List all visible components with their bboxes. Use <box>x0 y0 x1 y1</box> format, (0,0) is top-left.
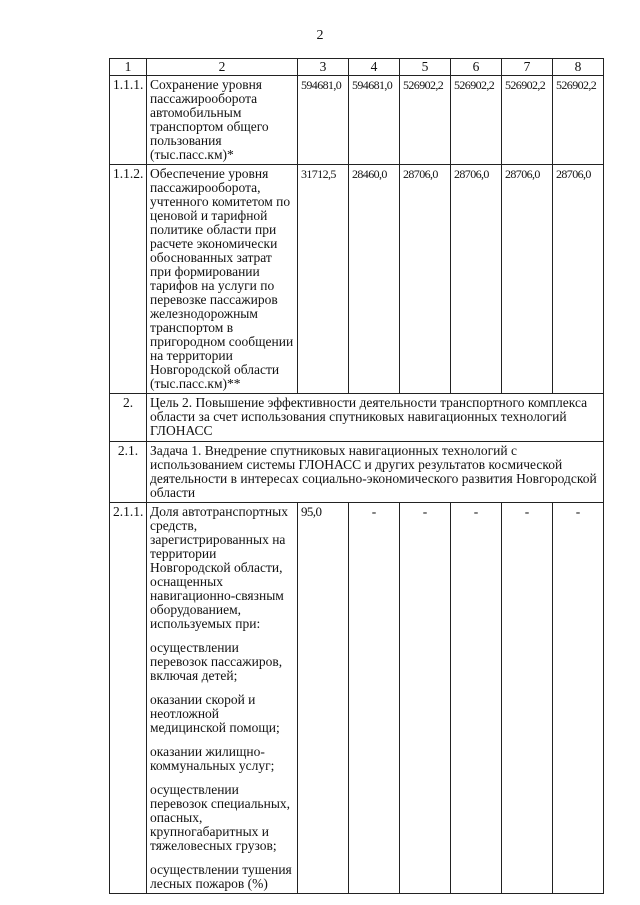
value-cell: 526902,2 <box>400 76 451 165</box>
value-cell: 594681,0 <box>349 76 400 165</box>
header-cell: 7 <box>502 59 553 76</box>
indicator-item: осуществлении перевозок пассажиров, включая детей; <box>150 640 283 683</box>
header-cell: 6 <box>451 59 502 76</box>
row-number: 1.1.1. <box>110 76 147 165</box>
task-row <box>110 442 604 503</box>
goal-text: Цель 2. Повышение эффективности деятельности транспортного комплекса области за счет использования спутниковых навигационных технологий ГЛОНАСС <box>147 394 604 442</box>
indicator-intro: Доля автотранспортных средств, зарегистрированных на территории Новгородской области, оснащенных навигационно-связным оборудованием, используемых при: <box>150 504 288 631</box>
indicator-name: Обеспечение уровня пассажирооборота, учтенного комитетом по ценовой и тарифной политике области при расчете экономически обоснованных затрат при формировании тарифов на услуги по перевозке пассажиров железнодорожным транспортом в пригородном сообщении на территории Новгородской области (тыс.пасс.км)** <box>147 165 298 394</box>
indicators-table <box>109 58 604 894</box>
row-number: 2.1. <box>110 442 147 503</box>
value-cell: - <box>502 503 553 894</box>
value-cell: - <box>553 503 604 894</box>
page-number: 2 <box>316 28 324 43</box>
value-cell: 28706,0 <box>502 165 553 394</box>
table-row <box>110 165 604 394</box>
value-cell: - <box>451 503 502 894</box>
value-cell: 95,0 <box>298 503 349 894</box>
value-cell: - <box>349 503 400 894</box>
task-text: Задача 1. Внедрение спутниковых навигационных технологий с использованием системы ГЛОНАСС и других результатов космической деятельности в интересах социально-экономического развития Новгородской области <box>147 442 604 503</box>
row-number: 2. <box>110 394 147 442</box>
value-cell: 31712,5 <box>298 165 349 394</box>
header-cell: 3 <box>298 59 349 76</box>
header-row <box>110 59 604 76</box>
value-cell: 28706,0 <box>553 165 604 394</box>
header-cell: 4 <box>349 59 400 76</box>
header-cell: 5 <box>400 59 451 76</box>
value-cell: 526902,2 <box>451 76 502 165</box>
indicator-item: осуществлении тушения лесных пожаров (%) <box>150 862 292 891</box>
table-row <box>110 76 604 165</box>
value-cell: 594681,0 <box>298 76 349 165</box>
value-cell: 526902,2 <box>502 76 553 165</box>
value-cell: 28706,0 <box>400 165 451 394</box>
value-cell: 28460,0 <box>349 165 400 394</box>
indicator-item: оказании скорой и неотложной медицинской помощи; <box>150 692 280 735</box>
header-cell: 1 <box>110 59 147 76</box>
value-cell: 526902,2 <box>553 76 604 165</box>
header-cell: 2 <box>147 59 298 76</box>
indicator-item: осуществлении перевозок специальных, опасных, крупногабаритных и тяжеловесных грузов; <box>150 782 291 853</box>
indicator-item: оказании жилищно-коммунальных услуг; <box>150 744 275 773</box>
row-number: 1.1.2. <box>110 165 147 394</box>
value-cell: - <box>400 503 451 894</box>
indicator-name: Сохранение уровня пассажирооборота автомобильным транспортом общего пользования (тыс.пасс.км)* <box>147 76 298 165</box>
value-cell: 28706,0 <box>451 165 502 394</box>
header-cell: 8 <box>553 59 604 76</box>
row-number: 2.1.1. <box>110 503 147 894</box>
table-row <box>110 503 604 894</box>
goal-row <box>110 394 604 442</box>
indicator-name <box>147 503 298 894</box>
